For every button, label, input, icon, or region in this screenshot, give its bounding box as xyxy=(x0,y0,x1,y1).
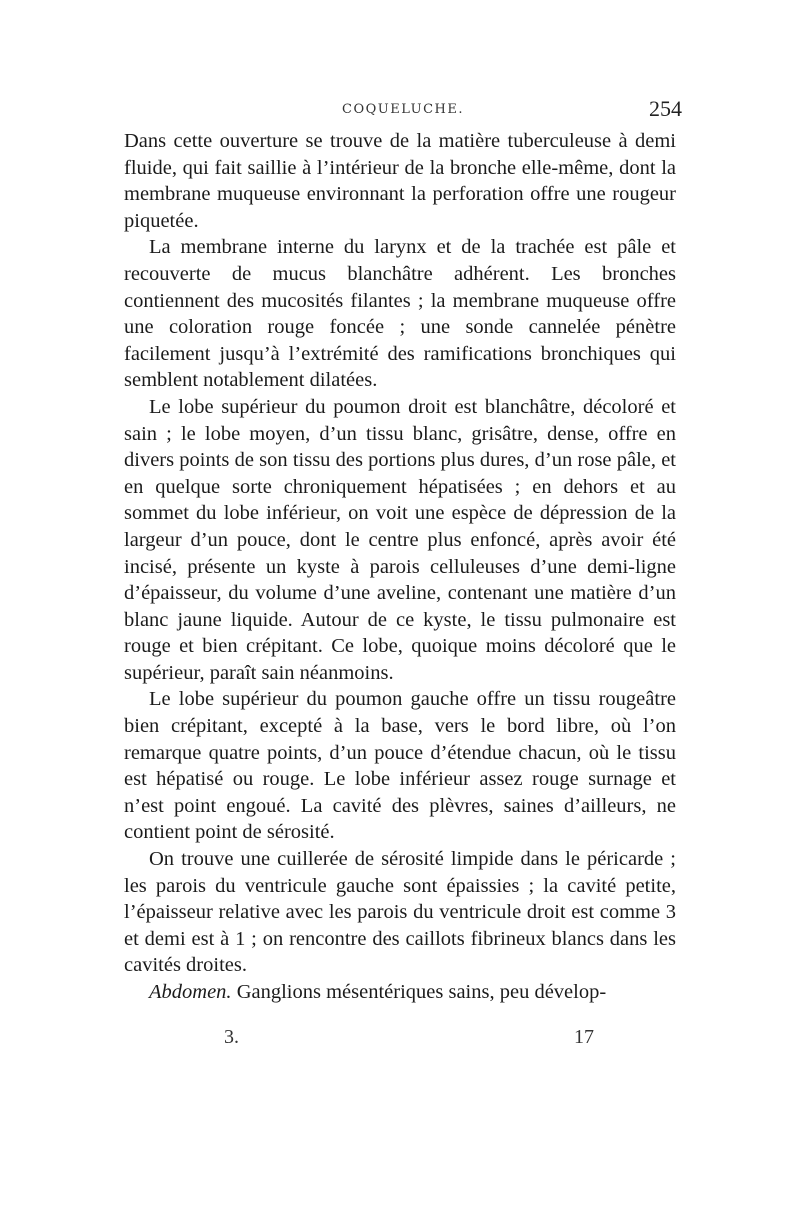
page-footer xyxy=(124,1026,676,1054)
paragraph-1: Dans cette ouverture se trouve de la matière tuberculeuse à demi fluide, qui fait saillie à l’intérieur de la bronche elle-même, dont la membrane muqueuse environnant la perforation offre une rougeur piquetée. xyxy=(124,130,676,232)
abdomen-label: Abdomen. xyxy=(149,981,232,1003)
running-head xyxy=(118,96,688,126)
paragraph-3: Le lobe supérieur du poumon droit est blanchâtre, décoloré et sain ; le lobe moyen, d’un tissu blanc, grisâtre, dense, offre en divers points de son tissu des portions plus dures, d’un rose pâle, et en quelque sorte chroniquement hépatisées ; en dehors et au sommet du lobe inférieur, on voit une espèce de dépression de la largeur d’un pouce, dont le centre plus enfoncé, après avoir été incisé, présente un kyste à parois celluleuses d’une demi-ligne d’épaisseur, du volume d’une aveline, contenant une matière d’un blanc jaune liquide. Autour de ce kyste, le tissu pulmonaire est rouge et bien crépitant. Ce lobe, quoique moins décoloré que le supérieur, paraît sain néanmoins. xyxy=(124,395,676,684)
bottom-folio: 17 xyxy=(574,1026,594,1048)
body-text xyxy=(124,128,676,1006)
paragraph-6 xyxy=(124,979,676,1006)
signature-mark: 3. xyxy=(224,1026,239,1048)
page-number: 254 xyxy=(649,96,682,121)
paragraph-2: La membrane interne du larynx et de la trachée est pâle et recouverte de mucus blanchâtre adhérent. Les bronches contiennent des mucosités filantes ; la membrane muqueuse offre une coloration rouge foncée ; une sonde cannelée pénètre facilement jusqu’à l’extrémité des ramifications bronchiques qui semblent notablement dilatées. xyxy=(124,236,676,392)
running-head-title: COQUELUCHE. xyxy=(342,102,464,117)
paragraph-4: Le lobe supérieur du poumon gauche offre un tissu rougeâtre bien crépitant, excepté à la base, vers le bord libre, où l’on remarque quatre points, d’un pouce d’étendue chacun, où le tissu est hépatisé ou rouge. Le lobe inférieur assez rouge surnage et n’est point engoué. La cavité des plèvres, saines d’ailleurs, ne contient point de sérosité. xyxy=(124,688,676,844)
abdomen-text: Ganglions mésentériques sains, peu dévelop- xyxy=(231,981,607,1003)
paragraph-5: On trouve une cuillerée de sérosité limpide dans le péricarde ; les parois du ventricule gauche sont épaissies ; la cavité petite, l’épaisseur relative avec les parois du ventricule droit est comme 3 et demi est à 1 ; on rencontre des caillots fibrineux blancs dans les cavités droites. xyxy=(124,848,676,977)
